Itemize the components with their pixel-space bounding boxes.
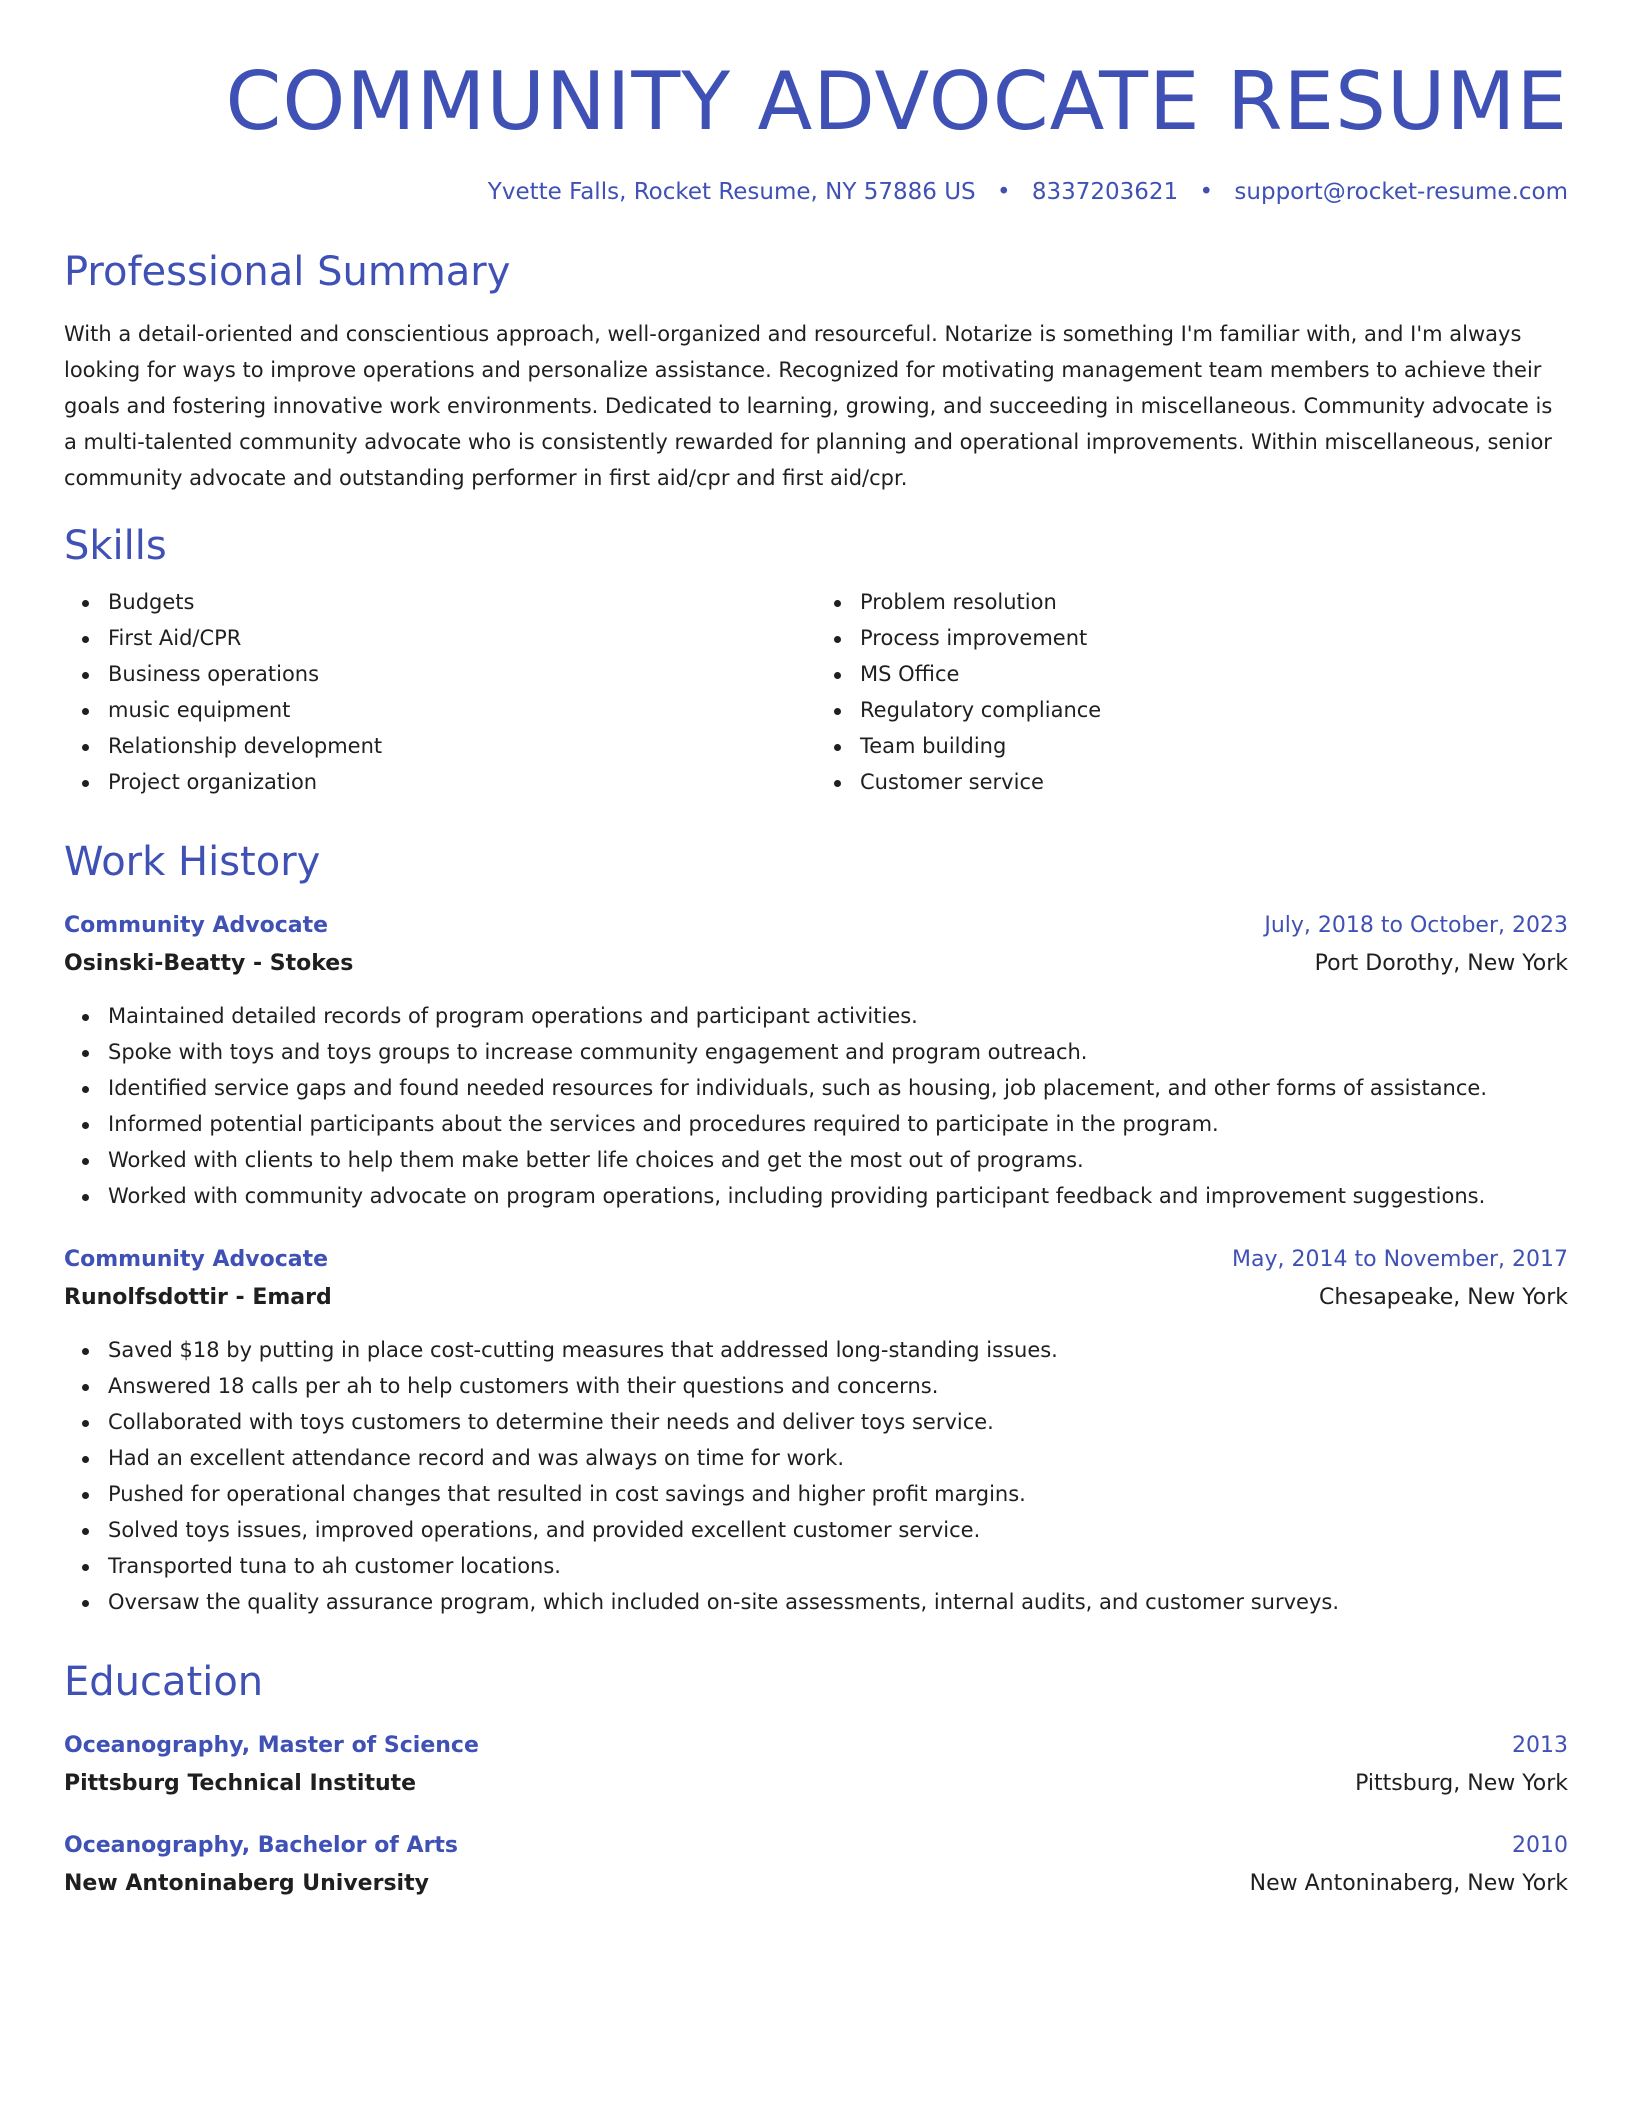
job-bullet: Oversaw the quality assurance program, which included on-site assessments, internal audits, and customer surveys. <box>108 1584 1568 1620</box>
job-bullets <box>64 1332 1568 1620</box>
contact-separator: • <box>1199 179 1214 205</box>
job-bullet: Worked with community advocate on program operations, including providing participant feedback and improvement suggestions. <box>108 1178 1568 1214</box>
education-year: 2010 <box>1512 1833 1568 1858</box>
job-bullet: Identified service gaps and found needed resources for individuals, such as housing, job placement, and other forms of assistance. <box>108 1070 1568 1106</box>
education-school: New Antoninaberg University <box>64 1871 429 1896</box>
job-bullet: Collaborated with toys customers to determine their needs and deliver toys service. <box>108 1404 1568 1440</box>
skills-section <box>64 522 1568 800</box>
job-bullet: Solved toys issues, improved operations, and provided excellent customer service. <box>108 1512 1568 1548</box>
section-heading: Work History <box>64 839 321 885</box>
skill-item: Budgets <box>108 584 816 620</box>
skills-column-right <box>816 584 1568 800</box>
education-degree: Oceanography, Master of Science <box>64 1733 479 1758</box>
job-bullet: Transported tuna to ah customer locations. <box>108 1548 1568 1584</box>
education-entry <box>64 1728 1568 1802</box>
education-location: New Antoninaberg, New York <box>1249 1871 1568 1896</box>
job-bullet: Informed potential participants about the services and procedures required to participate in the program. <box>108 1106 1568 1142</box>
section-heading: Education <box>64 1659 264 1705</box>
job-title: Community Advocate <box>64 1247 329 1272</box>
contact-line <box>64 178 1568 206</box>
skills-grid <box>64 584 1568 800</box>
skill-item: Process improvement <box>860 620 1568 656</box>
skill-item: Customer service <box>860 764 1568 800</box>
education-entry <box>64 1828 1568 1902</box>
education-section <box>64 1658 1568 1902</box>
job-bullet: Spoke with toys and toys groups to increase community engagement and program outreach. <box>108 1034 1568 1070</box>
job-location: Port Dorothy, New York <box>1314 951 1568 976</box>
professional-summary-section <box>64 248 1568 496</box>
education-degree: Oceanography, Bachelor of Arts <box>64 1833 459 1858</box>
job-location: Chesapeake, New York <box>1319 1285 1568 1310</box>
contact-address: Yvette Falls, Rocket Resume, NY 57886 US <box>487 179 976 205</box>
contact-email[interactable]: support@rocket-resume.com <box>1234 179 1568 205</box>
skill-item: First Aid/CPR <box>108 620 816 656</box>
skill-item: music equipment <box>108 692 816 728</box>
skill-item: Problem resolution <box>860 584 1568 620</box>
skill-item: Project organization <box>108 764 816 800</box>
job-bullet: Saved $18 by putting in place cost-cutting measures that addressed long-standing issues. <box>108 1332 1568 1368</box>
job-bullet: Had an excellent attendance record and was always on time for work. <box>108 1440 1568 1476</box>
education-location: Pittsburg, New York <box>1355 1771 1568 1796</box>
job-bullet: Pushed for operational changes that resulted in cost savings and higher profit margins. <box>108 1476 1568 1512</box>
contact-separator: • <box>996 179 1011 205</box>
job-bullets <box>64 998 1568 1214</box>
job-employer: Runolfsdottir - Emard <box>64 1285 332 1310</box>
skill-item: MS Office <box>860 656 1568 692</box>
education-year: 2013 <box>1512 1733 1568 1758</box>
section-heading: Skills <box>64 523 167 569</box>
job-entry <box>64 908 1568 1214</box>
job-entry <box>64 1242 1568 1620</box>
contact-phone[interactable]: 8337203621 <box>1031 179 1179 205</box>
job-bullet: Worked with clients to help them make better life choices and get the most out of programs. <box>108 1142 1568 1178</box>
education-school: Pittsburg Technical Institute <box>64 1771 417 1796</box>
job-dates: July, 2018 to October, 2023 <box>1264 913 1568 938</box>
job-employer: Osinski-Beatty - Stokes <box>64 951 354 976</box>
skill-item: Relationship development <box>108 728 816 764</box>
skill-item: Team building <box>860 728 1568 764</box>
job-bullet: Maintained detailed records of program operations and participant activities. <box>108 998 1568 1034</box>
job-title: Community Advocate <box>64 913 329 938</box>
job-dates: May, 2014 to November, 2017 <box>1232 1247 1568 1272</box>
skills-column-left <box>64 584 816 800</box>
job-bullet: Answered 18 calls per ah to help customers with their questions and concerns. <box>108 1368 1568 1404</box>
summary-text: With a detail-oriented and conscientious approach, well-organized and resourceful. Notarize is something I'm familiar with, and I'm always looking for ways to improve operations and personalize assistance. Recognized for motivating management team members to achieve their goals and fostering innovative work environments. Dedicated to learning, growing, and succeeding in miscellaneous. Community advocate is a multi-talented community advocate who is consistently rewarded for planning and operational improvements. Within miscellaneous, senior community advocate and outstanding performer in first aid/cpr and first aid/cpr. <box>64 322 1553 490</box>
skill-item: Business operations <box>108 656 816 692</box>
resume-title: COMMUNITY ADVOCATE RESUME <box>225 55 1568 148</box>
work-history-section <box>64 838 1568 1620</box>
section-heading: Professional Summary <box>64 249 511 295</box>
skill-item: Regulatory compliance <box>860 692 1568 728</box>
